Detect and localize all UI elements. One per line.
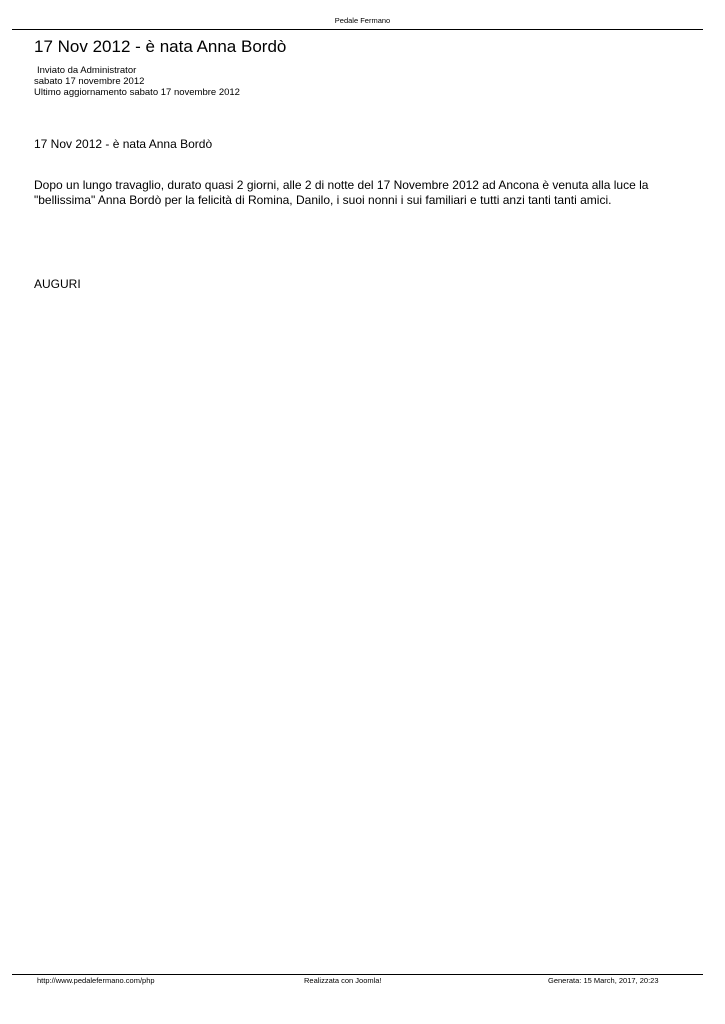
article-subtitle: 17 Nov 2012 - è nata Anna Bordò bbox=[34, 137, 213, 151]
footer-url-link[interactable]: http://www.pedalefermano.com/php bbox=[37, 976, 155, 985]
article-title: 17 Nov 2012 - è nata Anna Bordò bbox=[34, 37, 287, 56]
updated-line: Ultimo aggiornamento sabato 17 novembre 2012 bbox=[34, 87, 240, 98]
site-header: Pedale Fermano bbox=[334, 16, 391, 25]
article-meta bbox=[34, 65, 240, 98]
header-divider bbox=[12, 29, 703, 30]
footer-generated-date: Generata: 15 March, 2017, 20:23 bbox=[548, 976, 659, 985]
article-closing: AUGURI bbox=[34, 277, 81, 291]
created-date: sabato 17 novembre 2012 bbox=[34, 76, 145, 87]
article-body: Dopo un lungo travaglio, durato quasi 2 giorni, alle 2 di notte del 17 Novembre 2012 ad Ancona è venuta alla luce la "bellissima" Anna Bordò per la felicità di Romina, Danilo, i suoi nonni i sui familiari e tutti anzi tanti tanti amici. bbox=[34, 178, 649, 207]
footer-powered-by: Realizzata con Joomla! bbox=[304, 976, 382, 985]
author-line: Inviato da Administrator bbox=[37, 65, 137, 76]
footer-divider bbox=[12, 974, 703, 975]
